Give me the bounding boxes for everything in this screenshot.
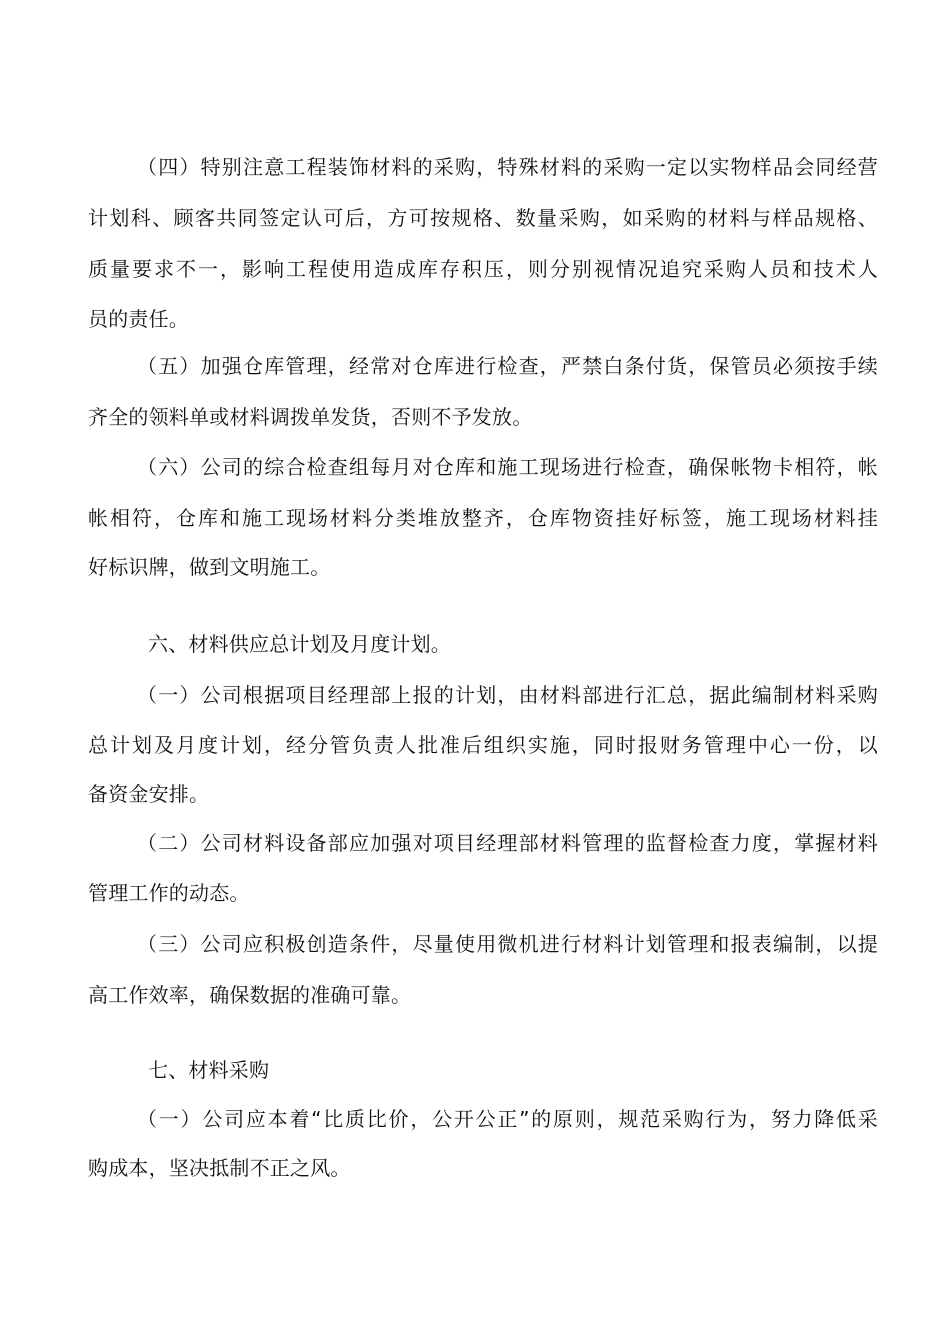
- text-line: （二）公司材料设备部应加强对项目经理部材料管理的监督检查力度，掌握材料: [137, 831, 878, 855]
- section-heading-7: 七、材料采购: [148, 1058, 270, 1082]
- text-line: （六）公司的综合检查组每月对仓库和施工现场进行检查，确保帐物卡相符，帐: [137, 455, 878, 479]
- text-line: 员的责任。: [88, 307, 189, 331]
- text-line: 高工作效率，确保数据的准确可靠。: [88, 983, 412, 1007]
- text-line: （五）加强仓库管理，经常对仓库进行检查，严禁白条付货，保管员必须按手续: [137, 354, 878, 378]
- text-line: 备资金安排。: [88, 782, 210, 806]
- text-line: 总计划及月度计划，经分管负责人批准后组织实施，同时报财务管理中心一份，以: [88, 733, 878, 757]
- text-line: 管理工作的动态。: [88, 881, 250, 905]
- text-line: 好标识牌，做到文明施工。: [88, 555, 331, 579]
- text-line: 帐相符，仓库和施工现场材料分类堆放整齐，仓库物资挂好标签，施工现场材料挂: [88, 506, 878, 530]
- text-line: 质量要求不一，影响工程使用造成库存积压，则分别视情况追究采购人员和技术人: [88, 257, 878, 281]
- text-line: 计划科、顾客共同签定认可后，方可按规格、数量采购，如采购的材料与样品规格、: [88, 206, 878, 230]
- text-line: （一）公司应本着“比质比价，公开公正”的原则，规范采购行为，努力降低采: [137, 1107, 878, 1131]
- text-line: 购成本，坚决抵制不正之风。: [88, 1156, 351, 1180]
- text-line: （三）公司应积极创造条件，尽量使用微机进行材料计划管理和报表编制，以提: [137, 932, 878, 956]
- section-heading-6: 六、材料供应总计划及月度计划。: [148, 632, 451, 656]
- text-line: （四）特别注意工程装饰材料的采购，特殊材料的采购一定以实物样品会同经营: [137, 155, 878, 179]
- text-line: 齐全的领料单或材料调拨单发货，否则不予发放。: [88, 405, 533, 429]
- text-line: （一）公司根据项目经理部上报的计划，由材料部进行汇总，据此编制材料采购: [137, 683, 878, 707]
